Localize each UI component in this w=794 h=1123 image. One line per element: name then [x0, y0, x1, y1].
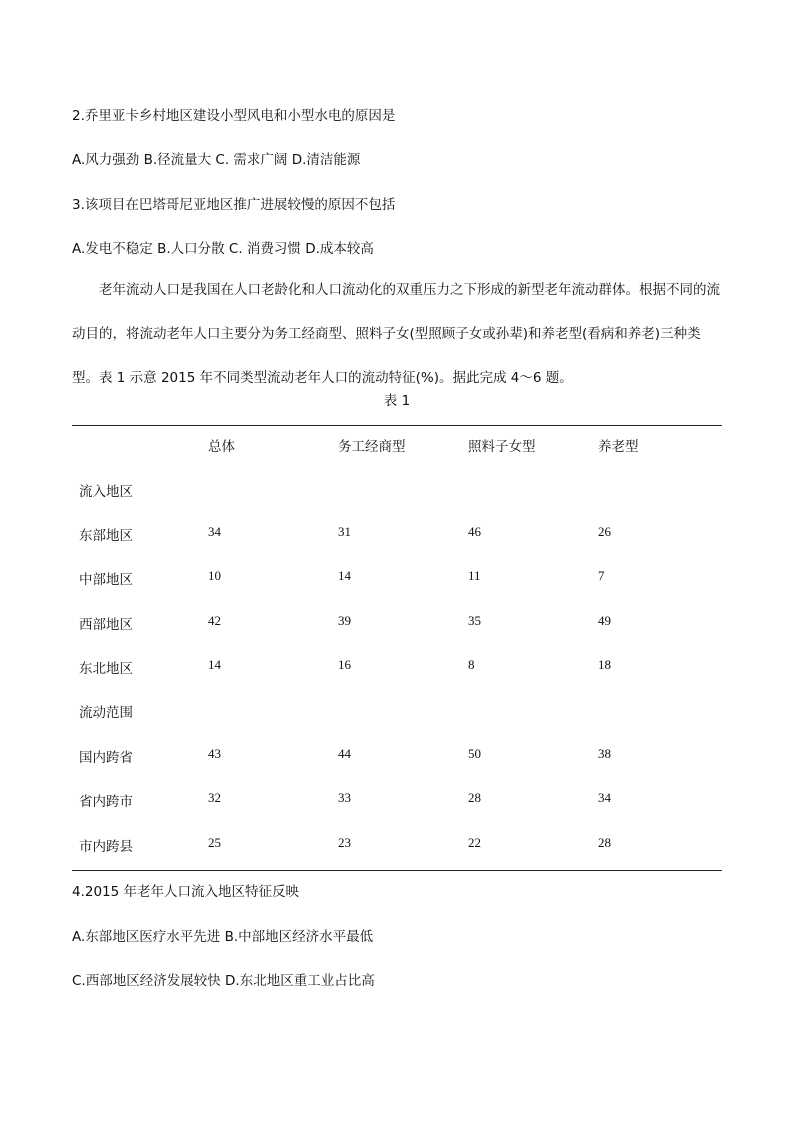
row-label: 东部地区 — [79, 528, 133, 544]
cell-childcare: 11 — [468, 568, 481, 583]
question-4: 4.2015 年老年人口流入地区特征反映 — [72, 884, 300, 900]
cell-total: 10 — [208, 568, 221, 583]
row-label: 流入地区 — [79, 484, 133, 500]
question-3-options: A.发电不稳定 B.人口分散 C. 消费习惯 D.成本较高 — [72, 241, 374, 257]
cell-elderly-care: 7 — [598, 568, 605, 583]
cell-business: 14 — [338, 568, 351, 583]
question-3: 3.该项目在巴塔哥尼亚地区推广进展较慢的原因不包括 — [72, 197, 396, 213]
cell-elderly-care: 38 — [598, 746, 611, 761]
cell-childcare: 46 — [468, 524, 481, 539]
row-label: 省内跨市 — [79, 794, 133, 810]
question-2: 2.乔里亚卡乡村地区建设小型风电和小型水电的原因是 — [72, 108, 396, 124]
cell-total: 14 — [208, 657, 221, 672]
cell-total: 42 — [208, 613, 221, 628]
question-4-options-ab: A.东部地区医疗水平先进 B.中部地区经济水平最低 — [72, 929, 374, 945]
cell-elderly-care: 34 — [598, 790, 611, 805]
cell-elderly-care: 26 — [598, 524, 611, 539]
passage: 老年流动人口是我国在人口老龄化和人口流动化的双重压力之下形成的新型老年流动群体。根据不同的流动目的，将流动老年人口主要分为务工经商型、照料子女(型照顾子女或孙辈)和养老型(看病和养老)三种类型。表 1 示意 2015 年不同类型流动老年人口的流动特征(%)。据此完成 4～6 题。 — [72, 282, 720, 386]
cell-business: 39 — [338, 613, 351, 628]
cell-elderly-care: 28 — [598, 835, 611, 850]
table-caption: 表 1 — [383, 393, 411, 409]
header-elderly-care: 养老型 — [598, 439, 639, 455]
cell-business: 23 — [338, 835, 351, 850]
cell-childcare: 35 — [468, 613, 481, 628]
cell-business: 16 — [338, 657, 351, 672]
cell-business: 44 — [338, 746, 351, 761]
cell-business: 31 — [338, 524, 351, 539]
cell-total: 32 — [208, 790, 221, 805]
cell-business: 33 — [338, 790, 351, 805]
header-total: 总体 — [208, 439, 235, 455]
table-top-rule — [72, 425, 722, 426]
cell-total: 34 — [208, 524, 221, 539]
cell-childcare: 22 — [468, 835, 481, 850]
header-business: 务工经商型 — [338, 439, 406, 455]
cell-childcare: 28 — [468, 790, 481, 805]
row-label: 中部地区 — [79, 572, 133, 588]
row-label: 国内跨省 — [79, 750, 133, 766]
header-childcare: 照料子女型 — [468, 439, 536, 455]
row-label: 流动范围 — [79, 705, 133, 721]
row-label: 市内跨县 — [79, 839, 133, 855]
cell-total: 43 — [208, 746, 221, 761]
question-2-options: A.风力强劲 B.径流量大 C. 需求广阔 D.清洁能源 — [72, 152, 361, 168]
cell-elderly-care: 18 — [598, 657, 611, 672]
row-label: 西部地区 — [79, 617, 133, 633]
table-bottom-rule — [72, 870, 722, 871]
question-4-options-cd: C.西部地区经济发展较快 D.东北地区重工业占比高 — [72, 973, 375, 989]
cell-total: 25 — [208, 835, 221, 850]
row-label: 东北地区 — [79, 661, 133, 677]
cell-childcare: 50 — [468, 746, 481, 761]
cell-childcare: 8 — [468, 657, 475, 672]
cell-elderly-care: 49 — [598, 613, 611, 628]
